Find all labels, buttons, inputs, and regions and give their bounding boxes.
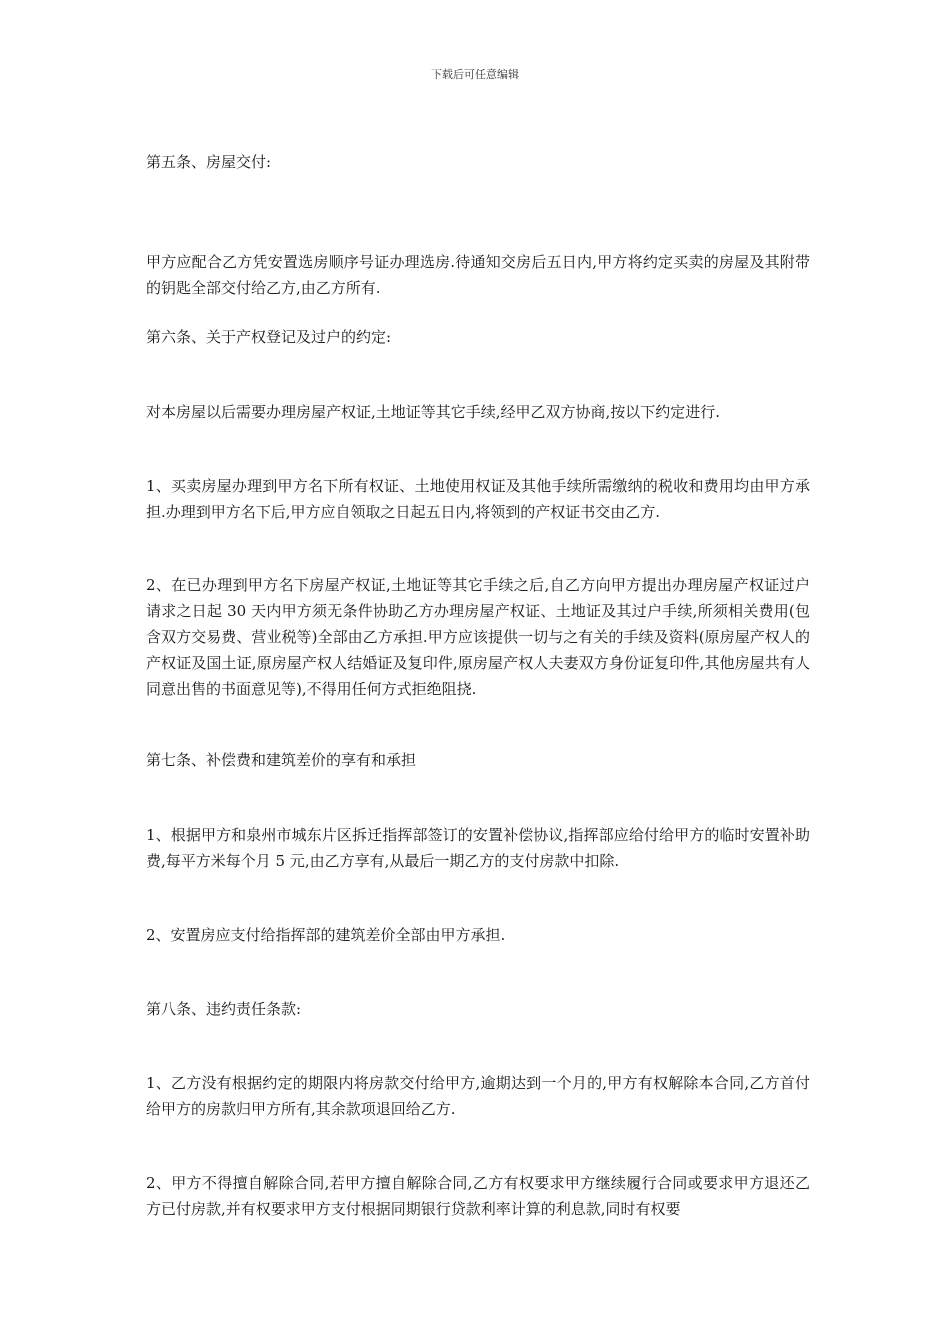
paragraph-item-7-2: 2、安置房应支付给指挥部的建筑差价全部由甲方承担. [146, 926, 506, 944]
section-heading-5: 第五条、房屋交付: [146, 153, 272, 171]
section-heading-8: 第八条、违约责任条款: [146, 1000, 302, 1018]
paragraph-title-procedures: 对本房屋以后需要办理房屋产权证,土地证等其它手续,经甲乙双方协商,按以下约定进行. [146, 403, 721, 421]
header-note: 下载后可任意编辑 [431, 68, 519, 81]
paragraph-item-7-1: 1、根据甲方和泉州市城东片区拆迁指挥部签订的安置补偿协议,指挥部应给付给甲方的临时安置补助费,每平方米每个月 5 元,由乙方享有,从最后一期乙方的支付房款中扣除. [146, 826, 810, 870]
paragraph-item-6-1: 1、买卖房屋办理到甲方名下所有权证、土地使用权证及其他手续所需缴纳的税收和费用均由甲方承担.办理到甲方名下后,甲方应自领取之日起五日内,将领到的产权证书交由乙方. [146, 477, 810, 521]
section-heading-7: 第七条、补偿费和建筑差价的享有和承担 [146, 751, 417, 769]
paragraph-item-6-2: 2、在已办理到甲方名下房屋产权证,土地证等其它手续之后,自乙方向甲方提出办理房屋产权证过户请求之日起 30 天内甲方须无条件协助乙方办理房屋产权证、土地证及其过户手续,所须相关费用(包含双方交易费、营业税等)全部由乙方承担.甲方应该提供一切与之有关的手续及资料(原房屋产权人的产权证及国土证,原房屋产权人结婚证及复印件,原房屋产权人夫妻双方身份证复印件,其他房屋共有人同意出售的书面意见等),不得用任何方式拒绝阻挠. [146, 576, 810, 698]
section-heading-6: 第六条、关于产权登记及过户的约定: [146, 328, 392, 346]
paragraph-item-8-1: 1、乙方没有根据约定的期限内将房款交付给甲方,逾期达到一个月的,甲方有权解除本合同,乙方首付给甲方的房款归甲方所有,其余款项退回给乙方. [146, 1074, 810, 1118]
paragraph-delivery: 甲方应配合乙方凭安置选房顺序号证办理选房.待通知交房后五日内,甲方将约定买卖的房屋及其附带的钥匙全部交付给乙方,由乙方所有. [146, 253, 810, 297]
paragraph-item-8-2: 2、甲方不得擅自解除合同,若甲方擅自解除合同,乙方有权要求甲方继续履行合同或要求甲方退还乙方已付房款,并有权要求甲方支付根据同期银行贷款利率计算的利息款,同时有权要 [146, 1174, 810, 1218]
